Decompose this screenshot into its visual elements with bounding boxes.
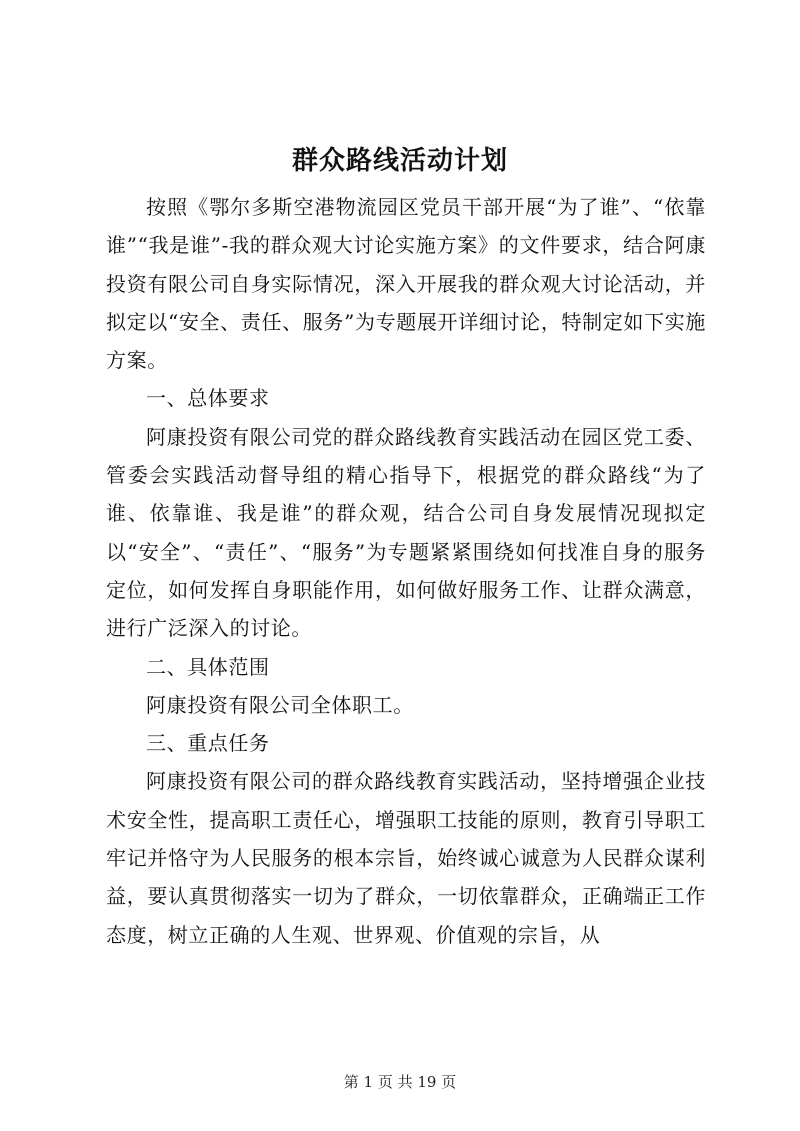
paragraph-general-requirements: 阿康投资有限公司党的群众路线教育实践活动在园区党工委、管委会实践活动督导组的精心指导下，根据党的群众路线“为了谁、依靠谁、我是谁”的群众观，结合公司自身发展情况现拟定以“安全”、“责任”、“服务”为专题紧紧围绕如何找准自身的服务定位，如何发挥自身职能作用，如何做好服务工作、让群众满意，进行广泛深入的讨论。 [106,424,706,641]
paragraph-scope: 阿康投资有限公司全体职工。 [146,692,414,717]
paragraph-intro: 按照《鄂尔多斯空港物流园区党员干部开展“为了谁”、“依靠谁”“我是谁”-我的群众观大讨论实施方案》的文件要求，结合阿康投资有限公司自身实际情况，深入开展我的群众观大讨论活动，并拟定以“安全、责任、服务”为专题展开详细讨论，特制定如下实施方案。 [106,195,706,373]
section-heading-scope: 二、具体范围 [146,654,270,679]
page-number-footer: 第 1 页 共 19 页 [343,1073,457,1091]
document-body [106,188,706,954]
section-heading-general-requirements: 一、总体要求 [146,386,270,411]
paragraph-key-tasks: 阿康投资有限公司的群众路线教育实践活动，坚持增强企业技术安全性，提高职工责任心，增强职工技能的原则，教育引导职工牢记并恪守为人民服务的根本宗旨，始终诚心诚意为人民群众谋利益，要认真贯彻落实一切为了群众，一切依靠群众，正确端正工作态度，树立正确的人生观、世界观、价值观的宗旨，从 [106,769,706,947]
document-title: 群众路线活动计划 [291,146,508,176]
section-heading-key-tasks: 三、重点任务 [146,731,270,756]
